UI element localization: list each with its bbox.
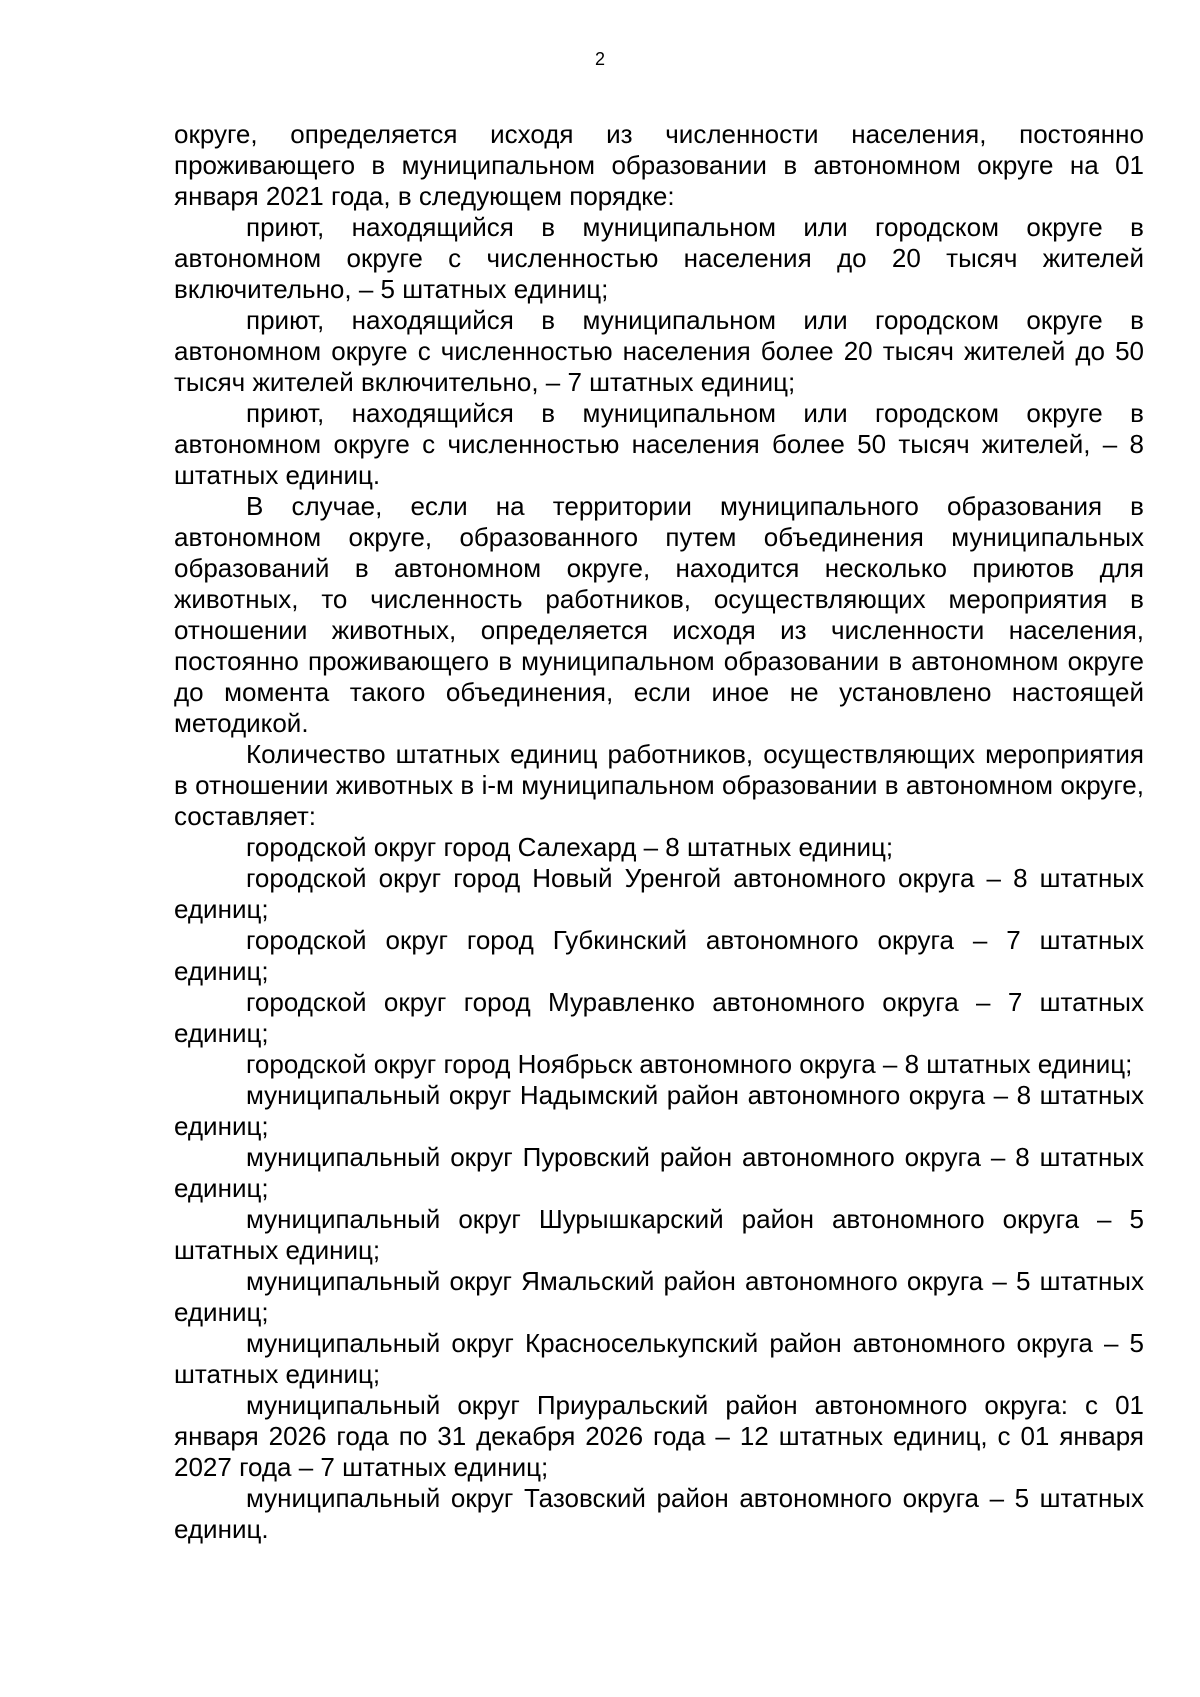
list-item-novy-urengoy: городской округ город Новый Уренгой автономного округа – 8 штатных единиц; xyxy=(174,863,1144,924)
paragraph-merger-case: В случае, если на территории муниципального образования в автономном округе, образованного путем объединения муниципальных образований в автономном округе, находится несколько приютов для животных, то численность работников, осуществляющих мероприятия в отношении животных, определяется исходя из численности населения, постоянно проживающего в муниципальном образовании в автономном округе до момента такого объединения, если иное не установлено настоящей методикой. xyxy=(174,491,1144,738)
list-item-tazovsky: муниципальный округ Тазовский район автономного округа – 5 штатных единиц. xyxy=(174,1483,1144,1544)
paragraph-shelter-over-50k: приют, находящийся в муниципальном или городском округе в автономном округе с численностью населения более 50 тысяч жителей, – 8 штатных единиц. xyxy=(174,398,1144,490)
list-item-nadymsky: муниципальный округ Надымский район автономного округа – 8 штатных единиц; xyxy=(174,1080,1144,1141)
page-number: 2 xyxy=(594,49,605,69)
list-item-noyabrsk: городской округ город Ноябрьск автономного округа – 8 штатных единиц; xyxy=(246,1049,1133,1079)
paragraph-continuation: округе, определяется исходя из численности населения, постоянно проживающего в муниципальном образовании в автономном округе на 01 января 2021 года, в следующем порядке: xyxy=(174,119,1144,211)
paragraph-staff-count-intro: Количество штатных единиц работников, осуществляющих мероприятия в отношении животных в i-м муниципальном образовании в автономном округе, составляет: xyxy=(174,739,1144,831)
list-item-shuryshkarsky: муниципальный округ Шурышкарский район автономного округа – 5 штатных единиц; xyxy=(174,1204,1144,1265)
list-item-yamalsky: муниципальный округ Ямальский район автономного округа – 5 штатных единиц; xyxy=(174,1266,1144,1327)
document-body xyxy=(174,119,1144,1545)
paragraph-shelter-20k-to-50k: приют, находящийся в муниципальном или городском округе в автономном округе с численностью населения более 20 тысяч жителей до 50 тысяч жителей включительно, – 7 штатных единиц; xyxy=(174,305,1144,397)
list-item-krasnoselkupsky: муниципальный округ Красноселькупский район автономного округа – 5 штатных единиц; xyxy=(174,1328,1144,1389)
list-item-muravlenko: городской округ город Муравленко автономного округа – 7 штатных единиц; xyxy=(174,987,1144,1048)
paragraph-shelter-up-to-20k: приют, находящийся в муниципальном или городском округе в автономном округе с численностью населения до 20 тысяч жителей включительно, – 5 штатных единиц; xyxy=(174,212,1144,304)
list-item-priuralsky: муниципальный округ Приуральский район автономного округа: с 01 января 2026 года по 31 декабря 2026 года – 12 штатных единиц, с 01 января 2027 года – 7 штатных единиц; xyxy=(174,1390,1144,1482)
list-item-salekhard: городской округ город Салехард – 8 штатных единиц; xyxy=(246,832,894,862)
list-item-purovsky: муниципальный округ Пуровский район автономного округа – 8 штатных единиц; xyxy=(174,1142,1144,1203)
list-item-gubkinsky: городской округ город Губкинский автономного округа – 7 штатных единиц; xyxy=(174,925,1144,986)
